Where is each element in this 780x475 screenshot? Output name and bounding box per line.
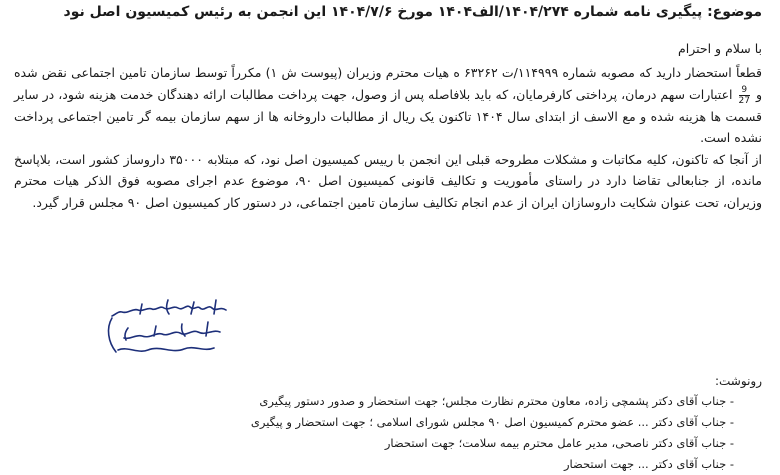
signature-image (98, 292, 238, 372)
fraction (739, 85, 750, 106)
letter-subject: موضوع: پیگیری نامه شماره ۱۴۰۴/۲۷۴/الف۱۴۰۴ مورخ ۱۴۰۴/۷/۶ این انجمن به رئیس کمیسیون اصل نود (63, 4, 762, 20)
letter-body (14, 62, 762, 213)
paragraph-2: از آنجا که تاکنون، کلیه مکاتبات و مشکلات مطروحه قبلی این انجمن با رییس کمیسیون اصل نود، که مبتلابه ۳۵۰۰۰ داروساز کشور است، بلاپاسخ مانده، از جنابعالی تقاضا دارد در راستای مأموریت و تکالیف قانونی کمیسیون اصل ۹۰، موضوع عدم اجرای مصوبه فوق الذکر هیات محترم وزیران، تحت عنوان شکایت داروسازان ایران از عدم انجام تکالیف سازمان تامین اجتماعی، در دستور کار کمیسیون اصل ۹۰ مجلس قرار گیرد. (14, 151, 762, 210)
cc-item: - جناب آقای دکتر پشمچی زاده، معاون محترم نظارت مجلس؛ جهت استحضار و صدور دستور پیگیری (259, 394, 734, 408)
greeting: با سلام و احترام (678, 41, 762, 56)
cc-item: - جناب آقای دکتر ناصحی، مدیر عامل محترم بیمه سلامت؛ جهت استحضار (384, 436, 734, 450)
fraction-numerator: 9 (739, 85, 750, 96)
cc-heading: رونوشت: (714, 374, 762, 388)
paragraph-1 (14, 62, 762, 149)
paragraph-1-part-1: قطعاً استحضار دارید که مصوبه شماره ۱۱۴۹۹۹/ت ۶۳۲۶۲ ه هیات محترم وزیران (پیوست ش ۱) مکرراً توسط سازمان تامین اجتماعی نقض شده و (14, 65, 763, 102)
cc-item: - جناب آقای دکتر ... عضو محترم کمیسیون اصل ۹۰ مجلس شورای اسلامی ؛ جهت استحضار و پیگیری (250, 415, 734, 429)
cc-item: - جناب آقای دکتر ... جهت استحضار (563, 457, 734, 471)
paragraph-1-part-2: اعتبارات سهم درمان، پرداختی کارفرمایان، که باید بلافاصله پس از وصول، جهت پرداخت مطالبات ارائه دهندگان خدمت هزینه شود، در سایر قسمت ها هزینه شده و مع الاسف از ابتدای سال ۱۴۰۴ تاکنون یک ریال از مطالبات داروخانه ها از سهم سازمان بیمه گر تامین اجتماعی پرداخت نشده است. (14, 86, 762, 145)
fraction-denominator: 27 (738, 95, 750, 106)
handwritten-signature (98, 292, 238, 372)
cc-list (40, 391, 734, 475)
